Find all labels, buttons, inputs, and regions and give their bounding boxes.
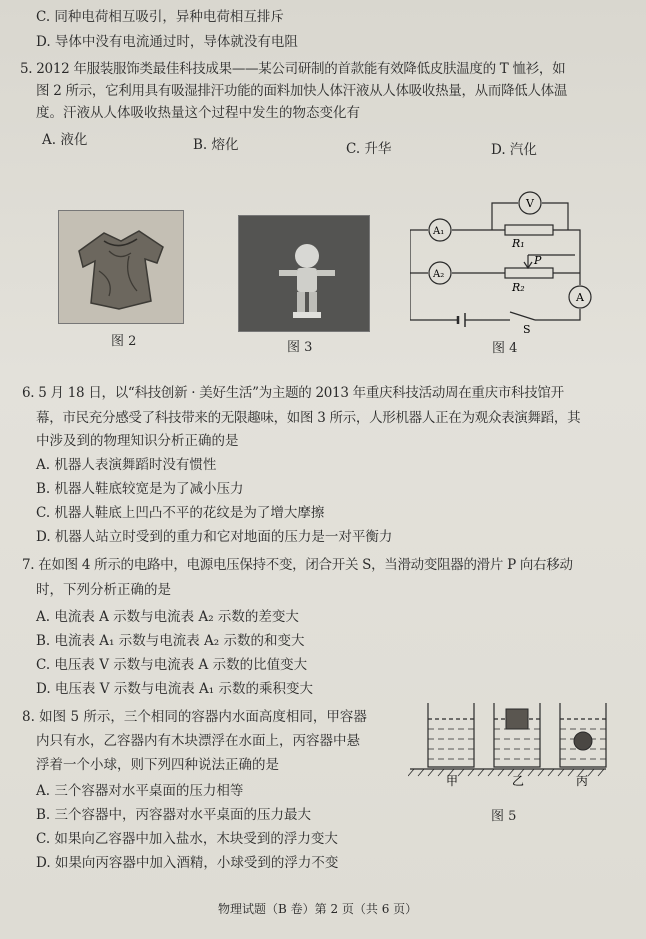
resistor-r1-symbol [505,225,553,235]
q7-option-b: B. 电流表 A₁ 示数与电流表 A₂ 示数的和变大 [36,633,305,649]
figure-4-caption: 图 4 [492,341,518,356]
q5-option-a: A. 液化 [42,132,88,148]
resistor-r2-label: R₂ [512,281,525,294]
q8-stem-line1: 8. 如图 5 所示，三个相同的容器内水面高度相同，甲容器 [22,709,367,725]
figure-2-caption: 图 2 [111,334,137,349]
q6-option-c: C. 机器人鞋底上凹凸不平的花纹是为了增大摩擦 [36,505,325,521]
container-bing-label: 丙 [576,774,589,788]
figure-4-circuit-diagram [410,185,610,335]
q5-stem-line1: 5. 2012 年服装服饰类最佳科技成果——某公司研制的首款能有效降低皮肤温度的 T 恤衫，如 [20,61,566,77]
q5-stem-line3: 度。汗液从人体吸收热量这个过程中发生的物态变化有 [36,105,360,121]
q4-option-c: C. 同种电荷相互吸引，异种电荷相互排斥 [36,9,284,25]
ammeter-a-label: A [576,291,584,304]
figure-2-tshirt-photo [58,210,184,324]
q6-option-d: D. 机器人站立时受到的重力和它对地面的压力是一对平衡力 [36,529,393,545]
q8-stem-line3: 浮着一个小球，则下列四种说法正确的是 [36,757,279,773]
q6-stem-line3: 中涉及到的物理知识分析正确的是 [36,433,239,449]
ammeter-a1-label: A₁ [433,226,445,237]
q6-stem-line2: 幕，市民充分感受了科技带来的无限趣味，如图 3 所示，人形机器人正在为观众表演舞蹈，其 [36,410,581,426]
figure-3-caption: 图 3 [287,340,313,355]
page-footer: 物理试题（B 卷）第 2 页（共 6 页） [218,902,418,916]
q7-option-d: D. 电压表 V 示数与电流表 A₁ 示数的乘积变大 [36,681,313,697]
robot-image [239,216,369,331]
rheostat-r2-symbol [505,268,553,278]
q8-option-d: D. 如果向丙容器中加入酒精，小球受到的浮力不变 [36,855,339,871]
q8-stem-line2: 内只有水，乙容器内有木块漂浮在水面上，丙容器中悬 [36,733,360,749]
tshirt-image [59,211,183,323]
q5-stem-line2: 图 2 所示，它利用具有吸湿排汗功能的面料加快人体汗液从人体吸收热量，从而降低人体温 [36,83,568,99]
container-jia-label: 甲 [446,774,459,788]
ball-icon [574,732,592,750]
q7-option-c: C. 电压表 V 示数与电流表 A 示数的比值变大 [36,657,308,673]
q6-option-a: A. 机器人表演舞蹈时没有惯性 [36,457,217,473]
q6-stem-line1: 6. 5 月 18 日，以“科技创新 · 美好生活”为主题的 2013 年重庆科技活动周在重庆市科技馆开 [22,385,564,401]
voltmeter-label: V [526,197,534,210]
q4-option-d: D. 导体中没有电流通过时，导体就没有电阻 [36,34,298,50]
figure-5-caption: 图 5 [491,809,517,824]
figure-5-containers-diagram [408,697,608,789]
q8-option-c: C. 如果向乙容器中加入盐水，木块受到的浮力变大 [36,831,338,847]
container-yi-label: 乙 [512,774,525,788]
q8-option-b: B. 三个容器中，丙容器对水平桌面的压力最大 [36,807,312,823]
q7-stem-line1: 7. 在如图 4 所示的电路中，电源电压保持不变，闭合开关 S，当滑动变阻器的滑片 P 向右移动 [22,557,573,573]
q7-option-a: A. 电流表 A 示数与电流表 A₂ 示数的差变大 [36,609,299,625]
wooden-block-icon [506,709,528,729]
figure-3-robot-photo [238,215,370,332]
ammeter-a2-label: A₂ [433,269,445,280]
q8-option-a: A. 三个容器对水平桌面的压力相等 [36,783,244,799]
container-jia [428,703,474,767]
q5-option-c: C. 升华 [346,141,392,157]
q6-option-b: B. 机器人鞋底较宽是为了减小压力 [36,481,244,497]
slider-p-label: P [534,254,542,267]
switch-s-label: S [523,323,531,335]
q5-option-b: B. 熔化 [193,137,239,153]
resistor-r1-label: R₁ [512,237,525,250]
q7-stem-line2: 时，下列分析正确的是 [36,582,171,598]
q5-option-d: D. 汽化 [491,142,537,158]
